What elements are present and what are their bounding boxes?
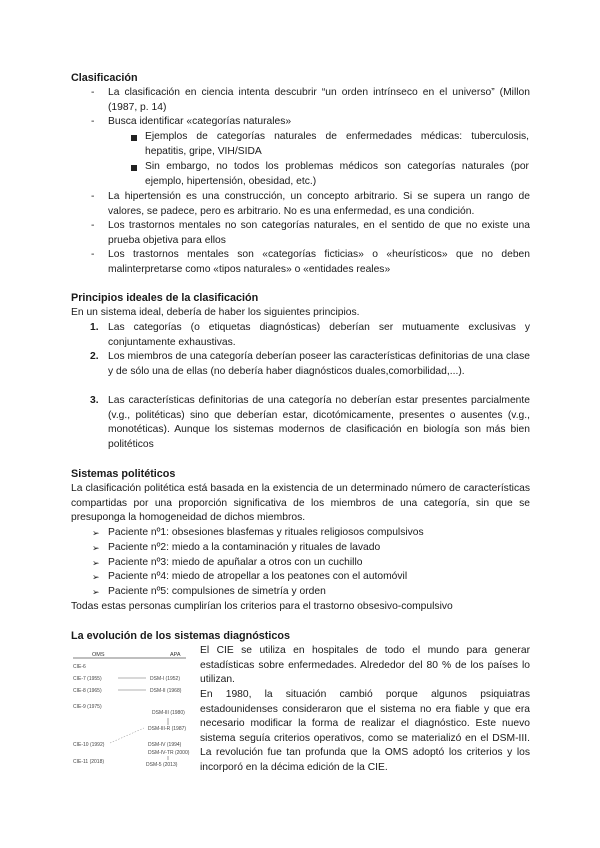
arrow-bullet-icon: ➢ (92, 558, 100, 568)
arrow-bullet-icon: ➢ (92, 543, 100, 553)
item-number: 2. (90, 351, 99, 362)
section-title-politeticos: Sistemas politéticos (71, 468, 176, 480)
section-title-evolucion: La evolución de los sistemas diagnósticos (71, 630, 291, 642)
principle-item: Las características definitorias de una categoría no deberían estar presentes parcialmente (v.g., politéticas) sino que deberían estar, dicotómicamente, presentes o ausentes (v.g., monotéticas). Aunque los sistemas modernos de clasificación en biología son más bien politéticos (108, 395, 530, 450)
patient-item: Paciente nº3: miedo de apuñalar a otros con un cuchillo (108, 557, 363, 568)
principle-item: Los miembros de una categoría deberían poseer las características definitorias de una clase y de sólo una de ellas (no debería haber diagnósticos duales,comorbilidad,...). (108, 351, 530, 377)
sub-list-item: Sin embargo, no todos los problemas médicos son categorías naturales (por ejemplo, hipertensión, obesidad, etc.) (145, 161, 529, 187)
patient-item: Paciente nº4: miedo de atropellar a los peatones con el automóvil (108, 571, 408, 582)
figure-right-item: DSM-II (1968) (150, 688, 182, 694)
square-bullet-icon (131, 165, 137, 171)
evolucion-paragraph-1: El CIE se utiliza en hospitales de todo el mundo para generar estadísticas sobre enfermedades. Alrededor del 80 % de los países lo utilizan. (200, 645, 530, 686)
principle-item: Las categorías (o etiquetas diagnósticas) deberían ser mutuamente exclusivas y conjuntamente exhaustivas. (108, 322, 530, 348)
item-number: 1. (90, 322, 99, 333)
figure-left-item: CIE-11 (2018) (73, 759, 105, 765)
arrow-bullet-icon: ➢ (92, 572, 100, 582)
patient-item: Paciente nº2: miedo a la contaminación y rituales de lavado (108, 542, 381, 553)
diagnostic-systems-timeline-figure (70, 648, 195, 773)
politeticos-closing: Todas estas personas cumplirían los criterios para el trastorno obsesivo-compulsivo (71, 601, 453, 612)
figure-right-item: DSM-IV-TR (2000) (148, 750, 190, 756)
patient-item: Paciente nº1: obsesiones blasfemas y rituales religiosos compulsivos (108, 527, 424, 538)
evolucion-paragraph-2: En 1980, la situación cambió porque algunos psiquiatras estadounidenses consideraron que el sistema no era fiable y que era necesario modificar la forma de realizar el diagnóstico. Este nuevo sistema seguía criterios operativos, como se materializó en el DSM-III. La revolución fue tan profunda que la OMS adoptó los criterios y los incorporó en la décima edición de la CIE. (200, 689, 530, 773)
section-title-principios: Principios ideales de la clasificación (71, 292, 259, 304)
figure-left-item: CIE-6 (73, 664, 86, 670)
figure-left-item: CIE-9 (1975) (73, 704, 102, 710)
politeticos-intro: La clasificación politética está basada en la existencia de un determinado número de características compartidas por una proporción significativa de los miembros de una categoría, sin que se presuponga la homogeneidad de dichos miembros. (71, 483, 530, 524)
figure-right-header: APA (170, 652, 181, 658)
arrow-bullet-icon: ➢ (92, 587, 100, 597)
patient-item: Paciente nº5: compulsiones de simetría y orden (108, 586, 326, 597)
square-bullet-icon (131, 135, 137, 141)
figure-left-item: CIE-7 (1955) (73, 676, 102, 682)
figure-left-item: CIE-8 (1965) (73, 688, 102, 694)
section-title-clasificacion: Clasificación (71, 72, 138, 84)
figure-right-item: DSM-IV (1994) (148, 742, 182, 748)
figure-right-item: DSM-III-R (1987) (148, 726, 187, 732)
figure-left-header: OMS (92, 652, 105, 658)
arrow-bullet-icon: ➢ (92, 528, 100, 538)
sub-list-item: Ejemplos de categorías naturales de enfermedades médicas: tuberculosis, hepatitis, gripe, VIH/SIDA (145, 131, 529, 157)
principios-intro: En un sistema ideal, debería de haber los siguientes principios. (71, 307, 360, 318)
figure-right-item: DSM-5 (2013) (146, 762, 178, 768)
figure-right-item: DSM-III (1980) (152, 710, 185, 716)
figure-right-item: DSM-I (1952) (150, 676, 181, 682)
document-page: Clasificación - La clasificación en ciencia intenta descubrir “un orden intrínseco en el universo” (Millon (1987, p. 14) - Busca identificar «categorías naturales» Ejemplos de categorías naturales de enfermedades médicas: tuberculosis, hepatitis, gripe, VIH/SIDA Sin embargo, no todos los problemas médicos son categorías naturales (por ejemplo, hipertensión, obesidad, etc.) - La hipertensión es una construcción, un concepto arbitrario. Si se supera un rango de valores, se padece, pero es arbitrario. No es una enfermedad, es una condición. - Los trastornos mentales no son categorías naturales, en el sentido de que no existe una prueba objetiva para ellos - Los trastornos mentales son «categorías ficticias» o «heurísticos» que no deben malinterpretarse como «tipos naturales» o «entidades reales» Principios ideales de la clasificación En un sistema ideal, debería de haber los siguientes principios. 1. Las categorías (o etiquetas diagnósticas) deberían ser mutuamente exclusivas y conjuntamente exhaustivas. 2. Los miembros de una categoría deberían poseer las características definitorias de una clase y de sólo una de ellas (no debería haber diagnósticos duales,comorbilidad,...). 3. Las características definitorias de una categoría no deberían estar presentes parcialmente (v.g., politéticas) sino que deberían estar, dicotómicamente, presentes o ausentes (v.g., monotéticas). Aunque los sistemas modernos de clasificación en biología son más bien politéticos Sistemas politéticos La clasificación politética está basada en la existencia de un determinado número de características compartidas por una proporción significativa de los miembros de una categoría, sin que se presuponga la homogeneidad de dichos miembros. ➢ Paciente nº1: obsesiones blasfemas y rituales religiosos compulsivos ➢ Paciente nº2: miedo a la contaminación y rituales de lavado ➢ Paciente nº3: miedo de apuñalar a otros con un cuchillo ➢ Paciente nº4: miedo de atropellar a los peatones con el automóvil ➢ Paciente nº5: compulsiones de simetría y orden Todas estas personas cumplirían los criterios para el trastorno obsesivo-compulsivo La evolución de los sistemas diagnósticos OMS APA CIE-6 CIE-7 (1955) CIE-8 (1965) CIE-9 (1975) CIE-10 (1992) CIE-11 (2018) DSM-I (1952) DSM-II (1968) DSM-III (1980) DSM-III-R (1987) DSM-IV (1994) DSM-IV-TR (2000) DSM-5 (2013) El CIE se utiliza en hospitales de todo el mundo para generar estadísticas sobre enfermedades. Alrededor del 80 % de los países lo utilizan. En 1980, la situación cambió porque algunos psiquiatras estadounidenses consideraron que el sistema no era fiable y que era necesario modificar la forma de realizar el diagnóstico. Este nuevo sistema seguía criterios operativos, como se materializó en el DSM-III. La revolución fue tan profunda que la OMS adoptó los criterios y los incorporó en la décima edición de la CIE. (0, 0, 600, 848)
item-number: 3. (90, 395, 99, 406)
figure-left-item: CIE-10 (1992) (73, 742, 105, 748)
